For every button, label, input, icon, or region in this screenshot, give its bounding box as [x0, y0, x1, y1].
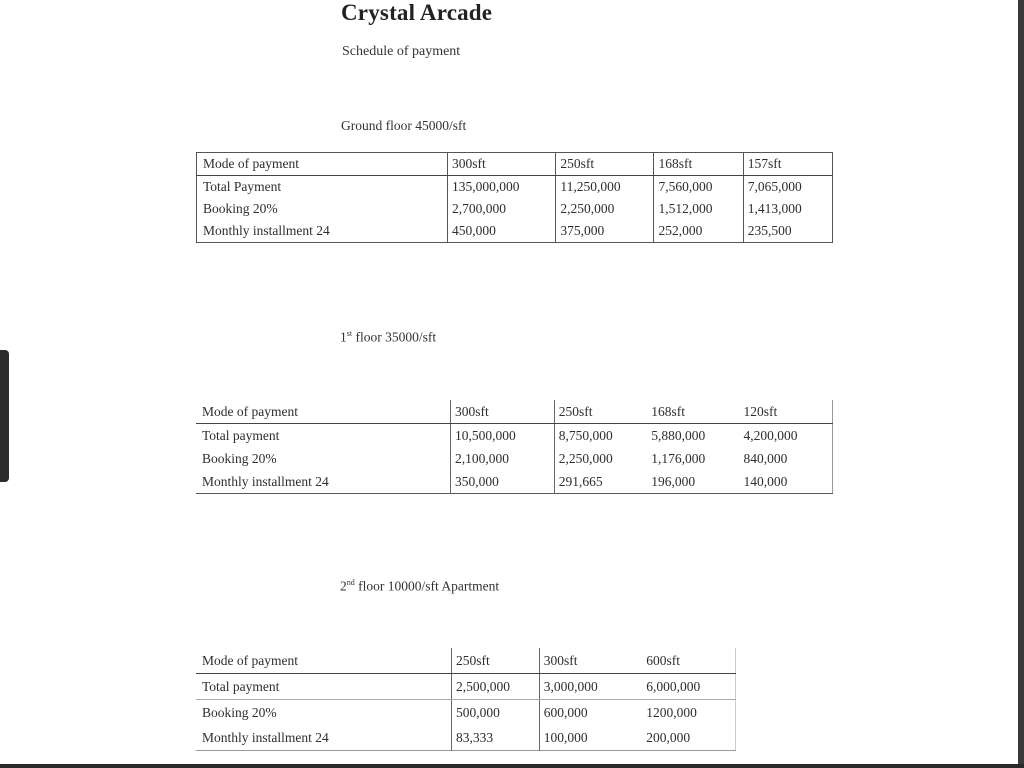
- section-heading-first-floor: [340, 329, 436, 346]
- header-cell: Mode of payment: [197, 153, 448, 176]
- table-cell: 235,500: [743, 220, 832, 243]
- section-heading-text: Ground floor 45000/sft: [341, 118, 467, 133]
- ordinal-suffix: st: [346, 329, 353, 338]
- header-cell: 250sft: [452, 648, 540, 674]
- section-heading-rest: floor 10000/sft Apartment: [354, 578, 500, 594]
- table-cell: 4,200,000: [743, 427, 798, 443]
- table-row: [196, 470, 833, 494]
- header-cell: 168sft: [647, 400, 739, 424]
- table-cell: 140,000: [743, 473, 788, 489]
- section-heading-second-floor: [340, 578, 499, 595]
- table-row: [196, 700, 736, 726]
- table-header-row: [197, 153, 833, 176]
- row-label: Total Payment: [203, 179, 282, 194]
- section-heading-rest: floor 35000/sft: [352, 329, 437, 345]
- table-cell: 5,880,000: [651, 427, 706, 443]
- table-cell: 200,000: [646, 729, 691, 745]
- table-cell: 252,000: [654, 220, 743, 243]
- table-cell: 840,000: [743, 450, 788, 466]
- header-cell: 157sft: [743, 153, 832, 176]
- table-cell: 83,333: [452, 725, 540, 751]
- table-cell: 2,500,000: [452, 674, 540, 700]
- header-cell: 250sft: [556, 153, 654, 176]
- row-label: Monthly installment 24: [203, 223, 330, 238]
- table-cell: 600,000: [539, 700, 626, 726]
- table-cell: 3,000,000: [539, 674, 626, 700]
- table-cell: 8,750,000: [554, 424, 647, 448]
- table-row: [196, 674, 736, 700]
- table-cell: 196,000: [651, 473, 696, 489]
- payment-table-second-floor: [196, 648, 736, 751]
- table-cell: 500,000: [452, 700, 540, 726]
- row-label: Booking 20%: [202, 704, 277, 720]
- side-panel-tab[interactable]: [0, 350, 9, 482]
- table-cell: 10,500,000: [451, 424, 555, 448]
- table-header-row: [196, 648, 736, 674]
- table-header-row: [196, 400, 833, 424]
- table-row: [197, 198, 833, 220]
- section-heading-ground-floor: [341, 118, 466, 134]
- section-heading-text: 1: [340, 329, 347, 345]
- table-cell: 7,560,000: [654, 176, 743, 199]
- document-title: Crystal Arcade: [341, 0, 493, 25]
- table-cell: 350,000: [451, 470, 555, 494]
- row-label: Booking 20%: [203, 201, 278, 216]
- table-cell: 2,700,000: [448, 198, 556, 220]
- table-row: [196, 725, 736, 751]
- payment-table-first-floor: [196, 400, 833, 494]
- row-label: Booking 20%: [202, 450, 277, 466]
- table-cell: 375,000: [556, 220, 654, 243]
- header-cell: 168sft: [654, 153, 743, 176]
- window-edge-right: [1018, 0, 1024, 768]
- header-cell: 120sft: [739, 400, 832, 424]
- table-cell: 2,250,000: [554, 447, 647, 470]
- table-cell: 11,250,000: [556, 176, 654, 199]
- table-cell: 135,000,000: [448, 176, 556, 199]
- table-cell: 291,665: [554, 470, 647, 494]
- table-row: [197, 220, 833, 243]
- window-edge-bottom: [0, 764, 1024, 768]
- table-cell: 1200,000: [646, 704, 697, 720]
- table-cell: 1,512,000: [654, 198, 743, 220]
- table-row: [196, 447, 833, 470]
- row-label: Monthly installment 24: [202, 473, 329, 489]
- header-cell: 300sft: [539, 648, 626, 674]
- table-cell: 450,000: [448, 220, 556, 243]
- ordinal-suffix: nd: [346, 578, 355, 587]
- table-cell: 7,065,000: [743, 176, 832, 199]
- row-label: Total payment: [202, 427, 280, 443]
- header-cell: Mode of payment: [196, 400, 451, 424]
- table-cell: 100,000: [539, 725, 626, 751]
- payment-table-ground-floor: [196, 152, 833, 243]
- header-cell: 300sft: [448, 153, 556, 176]
- table-cell: 2,250,000: [556, 198, 654, 220]
- row-label: Total payment: [196, 674, 452, 700]
- header-cell: 300sft: [451, 400, 555, 424]
- row-label: Monthly installment 24: [202, 729, 329, 745]
- header-cell: 600sft: [626, 648, 735, 674]
- table-cell: 1,176,000: [651, 450, 706, 466]
- table-cell: 6,000,000: [626, 674, 735, 700]
- table-row: [197, 176, 833, 199]
- section-heading-text: 2: [340, 578, 347, 594]
- table-row: [196, 424, 833, 448]
- header-cell: Mode of payment: [196, 648, 452, 674]
- table-cell: 2,100,000: [451, 447, 555, 470]
- table-cell: 1,413,000: [743, 198, 832, 220]
- document-subtitle: Schedule of payment: [342, 44, 461, 59]
- header-cell: 250sft: [554, 400, 647, 424]
